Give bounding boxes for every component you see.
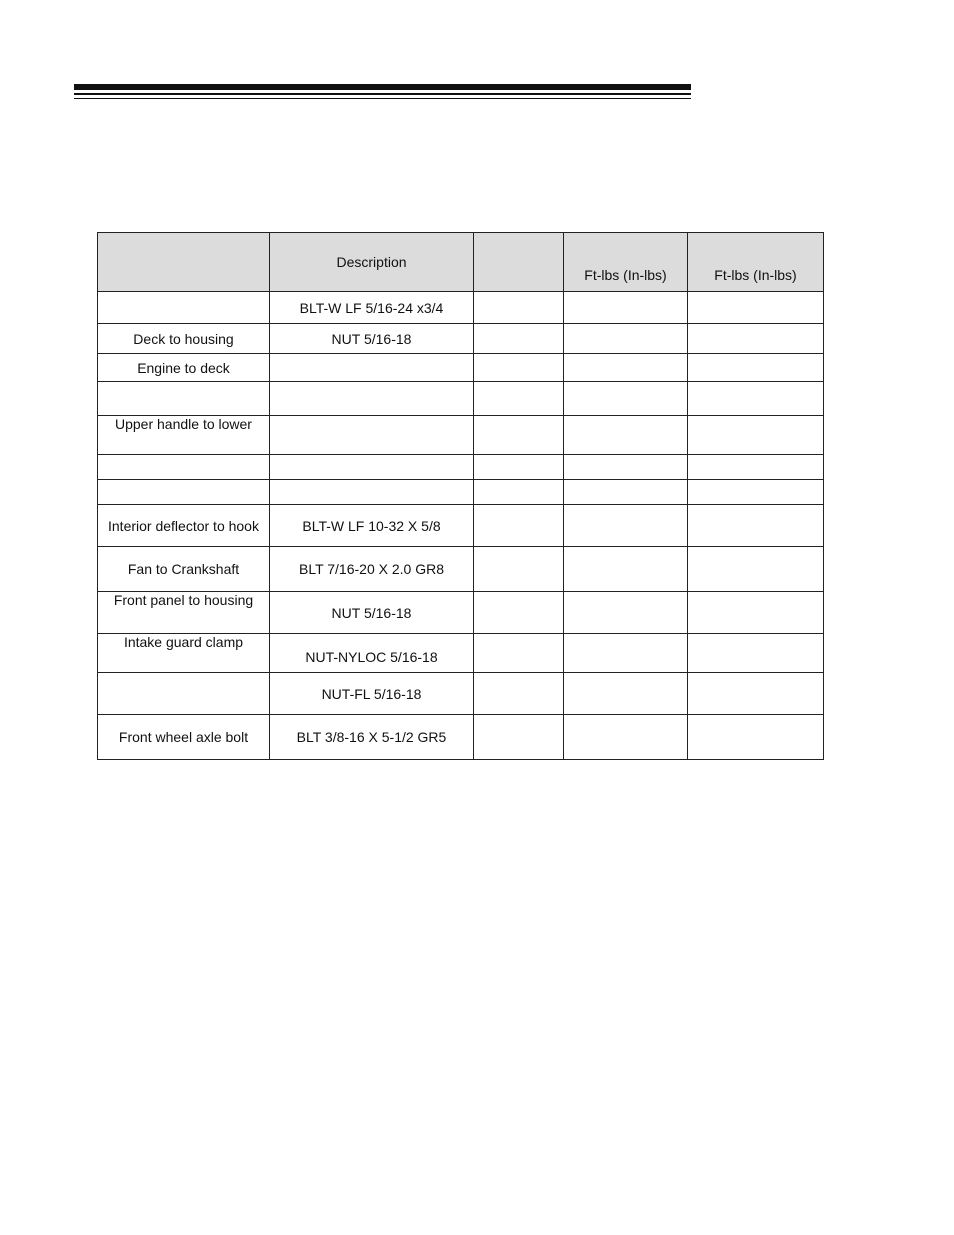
location-cell: Upper handle to lower <box>98 416 270 455</box>
torque-min-cell <box>564 592 688 634</box>
torque-min-cell <box>564 292 688 324</box>
location-cell: Fan to Crankshaft <box>98 547 270 592</box>
torque-min-cell <box>564 416 688 455</box>
location-cell: Front panel to housing <box>98 592 270 634</box>
description-cell <box>270 455 474 480</box>
torque-max-cell <box>688 673 824 715</box>
quantity-cell <box>474 592 564 634</box>
table-row <box>98 455 824 480</box>
header-description: Description <box>270 233 474 292</box>
table-row <box>98 547 824 592</box>
location-cell: Engine to deck <box>98 354 270 382</box>
quantity-cell <box>474 382 564 416</box>
torque-max-cell <box>688 634 824 673</box>
quantity-cell <box>474 715 564 760</box>
torque-min-cell <box>564 673 688 715</box>
location-cell: Deck to housing <box>98 324 270 354</box>
torque-max-cell <box>688 354 824 382</box>
header-torque-max: Ft-lbs (In-lbs) <box>688 233 824 292</box>
torque-min-cell <box>564 505 688 547</box>
description-cell: BLT 7/16-20 X 2.0 GR8 <box>270 547 474 592</box>
header-rule-medium <box>74 93 691 95</box>
location-cell: Front wheel axle bolt <box>98 715 270 760</box>
torque-min-cell <box>564 382 688 416</box>
location-cell <box>98 480 270 505</box>
header-quantity <box>474 233 564 292</box>
table-row <box>98 715 824 760</box>
torque-max-cell <box>688 505 824 547</box>
header-location <box>98 233 270 292</box>
quantity-cell <box>474 324 564 354</box>
torque-max-cell <box>688 382 824 416</box>
quantity-cell <box>474 354 564 382</box>
torque-min-cell <box>564 634 688 673</box>
torque-max-cell <box>688 416 824 455</box>
location-cell: Intake guard clamp <box>98 634 270 673</box>
location-cell <box>98 382 270 416</box>
table-row <box>98 324 824 354</box>
table-row <box>98 505 824 547</box>
location-cell <box>98 292 270 324</box>
torque-max-cell <box>688 292 824 324</box>
torque-min-cell <box>564 480 688 505</box>
table-row <box>98 634 824 673</box>
torque-max-cell <box>688 324 824 354</box>
table-row <box>98 354 824 382</box>
table-row <box>98 292 824 324</box>
description-cell: NUT-NYLOC 5/16-18 <box>270 634 474 673</box>
table-row <box>98 416 824 455</box>
description-cell <box>270 480 474 505</box>
table-row <box>98 592 824 634</box>
quantity-cell <box>474 634 564 673</box>
description-cell: NUT 5/16-18 <box>270 324 474 354</box>
description-cell <box>270 382 474 416</box>
header-torque-min: Ft-lbs (In-lbs) <box>564 233 688 292</box>
quantity-cell <box>474 292 564 324</box>
description-cell: NUT-FL 5/16-18 <box>270 673 474 715</box>
description-cell: BLT-W LF 5/16-24 x3/4 <box>270 292 474 324</box>
torque-min-cell <box>564 715 688 760</box>
torque-min-cell <box>564 455 688 480</box>
torque-max-cell <box>688 480 824 505</box>
quantity-cell <box>474 455 564 480</box>
torque-min-cell <box>564 324 688 354</box>
torque-min-cell <box>564 354 688 382</box>
table-row <box>98 480 824 505</box>
description-cell <box>270 354 474 382</box>
torque-max-cell <box>688 715 824 760</box>
header-rule-thin <box>74 98 691 99</box>
quantity-cell <box>474 673 564 715</box>
torque-max-cell <box>688 455 824 480</box>
quantity-cell <box>474 547 564 592</box>
header-rule <box>74 84 691 102</box>
quantity-cell <box>474 480 564 505</box>
torque-max-cell <box>688 547 824 592</box>
description-cell: BLT 3/8-16 X 5-1/2 GR5 <box>270 715 474 760</box>
location-cell <box>98 673 270 715</box>
description-cell: BLT-W LF 10-32 X 5/8 <box>270 505 474 547</box>
location-cell: Interior deflector to hook <box>98 505 270 547</box>
description-cell: NUT 5/16-18 <box>270 592 474 634</box>
location-cell <box>98 455 270 480</box>
torque-specifications-table <box>97 232 824 760</box>
table-header-row <box>98 233 824 292</box>
quantity-cell <box>474 416 564 455</box>
torque-min-cell <box>564 547 688 592</box>
table-row <box>98 382 824 416</box>
quantity-cell <box>474 505 564 547</box>
header-rule-thick <box>74 84 691 90</box>
torque-max-cell <box>688 592 824 634</box>
description-cell <box>270 416 474 455</box>
table-row <box>98 673 824 715</box>
